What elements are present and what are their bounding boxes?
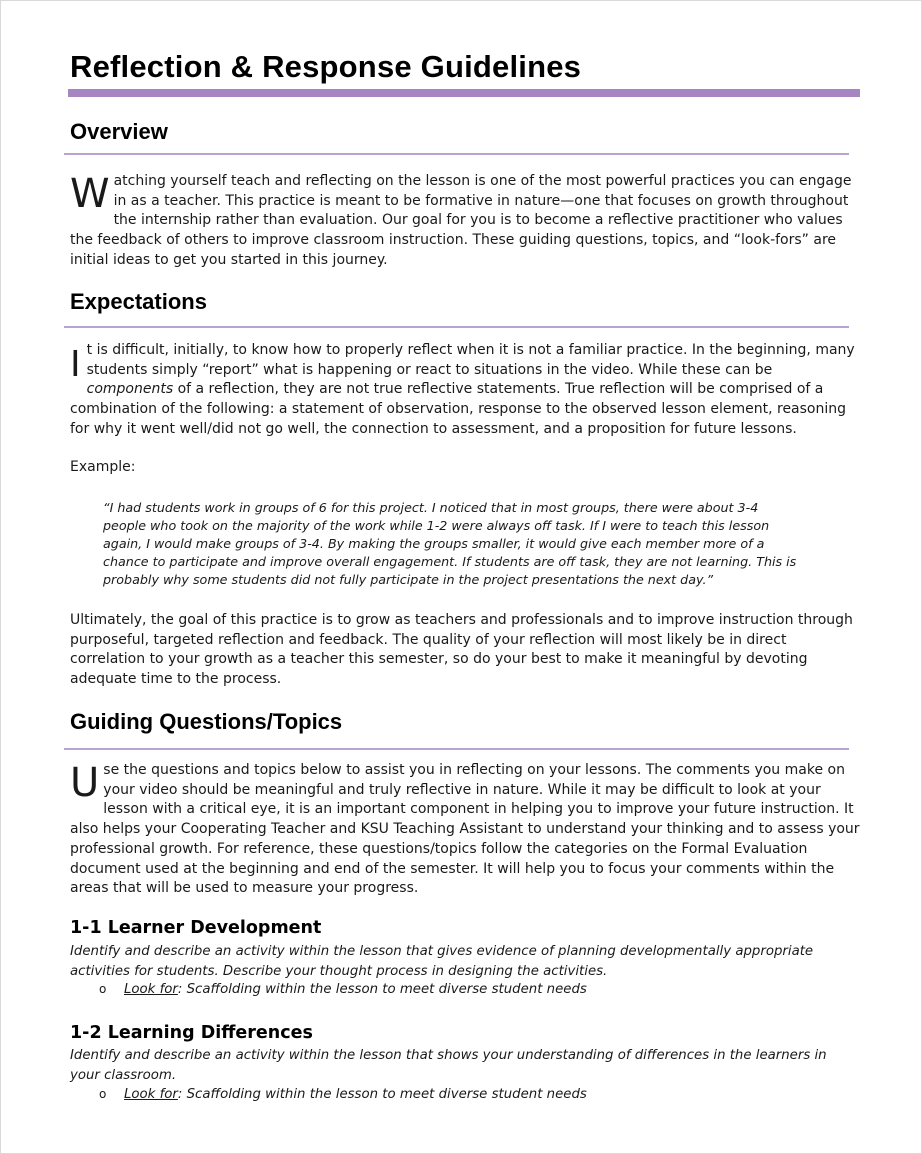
guiding-heading: Guiding Questions/Topics	[70, 709, 343, 734]
guiding-drop-cap: U	[70, 760, 100, 806]
document-title: Reflection & Response Guidelines	[70, 49, 582, 84]
look-for-text: : Scaffolding within the lesson to meet diverse student needs	[177, 982, 587, 997]
title-underline-bar	[68, 89, 860, 97]
expectations-drop-cap: I	[70, 344, 81, 385]
look-for-bullet	[99, 982, 587, 997]
overview-text: atching yourself teach and reflecting on the lesson is one of the most powerful practices you can engage in as a teacher. This practice is meant to be formative in nature—one that focuses on growth throughout the internship rather than evaluation. Our goal for you is to become a reflective practitioner who values the feedback of others to improve classroom instruction. These guiding questions, topics, and “look-fors” are initial ideas to get you started in this journey.	[70, 173, 852, 268]
look-for-text: : Scaffolding within the lesson to meet diverse student needs	[177, 1087, 587, 1102]
expectations-text-a: t is difficult, initially, to know how to properly reflect when it is not a familiar practice. In the beginning, many students simply “report” what is happening or react to situations in the video. While these can be	[86, 342, 855, 378]
look-for-label: Look for	[124, 1087, 178, 1102]
expectations-heading: Expectations	[70, 289, 207, 314]
overview-paragraph	[70, 172, 862, 271]
topic-description-learning-differences: Identify and describe an activity within the lesson that shows your understanding of differences in the learners in your classroom.	[70, 1048, 827, 1083]
overview-heading: Overview	[70, 119, 168, 144]
closing-paragraph: Ultimately, the goal of this practice is to grow as teachers and professionals and to improve instruction through purposeful, targeted reflection and feedback. The quality of your reflection will most likely be in direct correlation to your growth as a teacher this semester, so do your best to make it meaningful by devoting adequate time to the process.	[70, 612, 853, 688]
topic-description-learner-development: Identify and describe an activity within the lesson that gives evidence of planning developmentally appropriate activities for students. Describe your thought process in designing the activities.	[70, 944, 814, 979]
example-label: Example:	[70, 459, 136, 475]
guiding-paragraph	[70, 761, 862, 899]
guiding-divider	[64, 748, 849, 750]
expectations-paragraph	[70, 341, 862, 440]
guiding-text: se the questions and topics below to assist you in reflecting on your lessons. The comments you make on your video should be meaningful and truly reflective in nature. While it may be difficult to look at your lesson with a critical eye, it is an important component in helping you to improve your future instruction. It also helps your Cooperating Teacher and KSU Teaching Assistant to understand your thinking and to assess your professional growth. For reference, these questions/topics follow the categories on the Formal Evaluation document used at the beginning and end of the semester. It will help you to focus your comments within the areas that will be used to measure your progress.	[70, 762, 860, 897]
look-for-bullet	[99, 1087, 587, 1102]
bullet-circle-icon: o	[99, 1087, 107, 1101]
overview-divider	[64, 153, 849, 155]
expectations-emphasis: components	[86, 381, 174, 398]
expectations-text-b: of a reflection, they are not true reflective statements. True reflection will be comprised of a combination of the following: a statement of observation, response to the observed lesson element, reasoning for why it went well/did not go well, the connection to assessment, and a proposition for future lessons.	[70, 381, 847, 437]
bullet-circle-icon: o	[99, 982, 107, 996]
overview-drop-cap: W	[70, 171, 110, 217]
topic-heading-learner-development: 1-1 Learner Development	[70, 918, 322, 938]
expectations-divider	[64, 326, 849, 328]
look-for-label: Look for	[124, 982, 178, 997]
example-quote: “I had students work in groups of 6 for this project. I noticed that in most groups, there were about 3-4 people who took on the majority of the work while 1-2 were always off task. If I were to teach this lesson again, I would make groups of 3-4. By making the groups smaller, it would give each member more of a chance to participate and improve overall engagement. If students are off task, they are not learning. This is probably why some students did not fully participate in the project presentations the next day.”	[103, 500, 797, 588]
topic-heading-learning-differences: 1-2 Learning Differences	[70, 1023, 313, 1043]
